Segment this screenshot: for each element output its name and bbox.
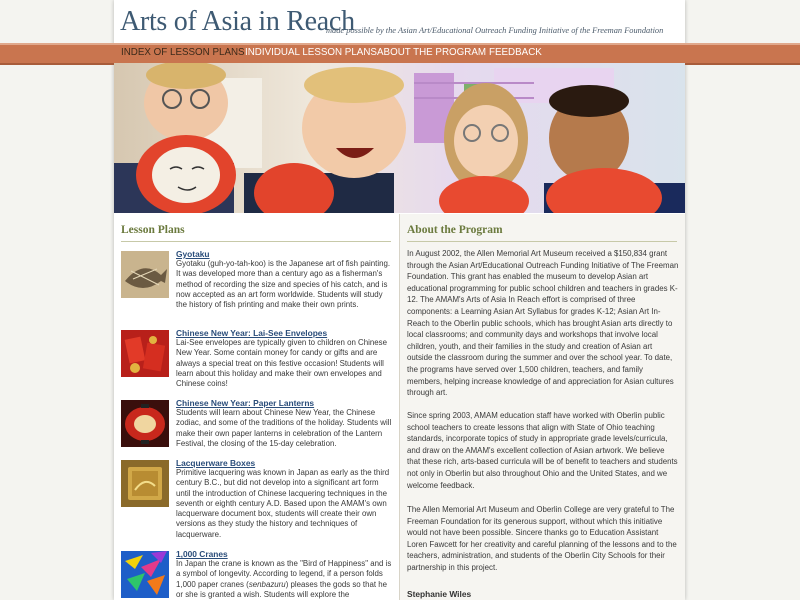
lesson-plans-heading: Lesson Plans [121,224,185,236]
nav-about-the-program[interactable]: ABOUT THE PROGRAM [377,47,487,58]
heading-divider [121,241,391,242]
masthead [114,0,685,44]
lesson-link-paper-lanterns[interactable]: Chinese New Year: Paper Lanterns [176,398,315,408]
site-tagline: made possible by the Asian Art/Educational Outreach Funding Initiative of the Freeman Foundation [326,26,664,35]
children-with-masks-photo [114,63,685,213]
paper-lantern-thumbnail[interactable] [121,400,169,447]
lesson-description: Gyotaku (guh-yo-tah-koo) is the Japanese art of fish painting. It was developed more than a century ago as a fisherman's method of recording the size and species of his catch, and is now accepted as an art form worldwide. Students will study the history of fish printing and make their own prints. [176,259,391,310]
main-nav [0,43,800,65]
fish-print-thumbnail[interactable] [121,251,169,298]
lesson-link-1000-cranes[interactable]: 1,000 Cranes [176,549,228,559]
about-paragraph-3: The Allen Memorial Art Museum and Oberlin College are very grateful to The Freeman Foundation for its generous support, without which this initiative would not have been possible. Sincere thanks go to Education Assistant Loren Fawcett for her creativity and careful planning of the lessons and to the teachers, administration, and students of the Oberlin City Schools for their partnership in this project. [407,505,677,572]
lesson-description [176,559,395,600]
lesson-description: Primitive lacquering was known in Japan as early as the third century B.C., but did not develop into a significant art form until the introduction of Chinese lacquering techniques in the seventh or eighth century A.D. Based upon the AMAM's own lacquerware document box, students will create their own versions as they study the history and techniques of lacquerware. [176,468,390,539]
signature: Stephanie Wiles [407,589,472,599]
lesson-link-lai-see-envelopes[interactable]: Chinese New Year: Lai-See Envelopes [176,328,328,338]
about-paragraph-1: In August 2002, the Allen Memorial Art Museum received a $150,834 grant through the Asian Art/Educational Outreach Funding Initiative of The Freeman Foundation. This grant has enabled the museum to develop Asian art educational programming for public school children and teachers in grades K-12. The AMAM's Arts of Asia In Reach effort is comprised of three components: a Learning Asian Art Syllabus for grades K-12; Asian Art In-Reach to the Oberlin public schools, which has brought Asian arts directly to local classrooms; and community days and workshops that involve local children, youth, and their families in the study and creation of Asian art outside the classroom during the summer and over the school year. To date, the programs have served over 1,500 children, teachers, and family members, helping increase knowledge of and appreciation for Asian cultures through art. [407,249,679,398]
lesson-description-part: ) pleases the gods so that he or she is granted a wish. Students will explore the [176,579,388,599]
lesson-description-part: In Japan the crane is known as the "Bird of Happiness" and is a symbol of longevity. According to legend, if a person folds 1,000 paper cranes ( [176,559,392,589]
nav-individual-lesson-plans[interactable]: INDIVIDUAL LESSON PLANS [245,47,377,58]
about-paragraph-2: Since spring 2003, AMAM education staff have worked with Oberlin public school teachers to create lessons that align with State of Ohio teaching standards, incorporate topics of study in appropriate grade levels/curricula, and draw on the AMAM's excellent collection of Asian artwork. We believe that these rich, arts-based curricula will be of benefit to teachers and students not only in Oberlin but also throughout Ohio and the United States, and we welcome feedback. [407,411,678,490]
site-title[interactable]: Arts of Asia in Reach [120,6,355,37]
lesson-description: Lai-See envelopes are typically given to children on Chinese New Year. Some contain money for candy or gifts and are always a special treat on this festive occasion! Students will learn about this holiday and make their own envelopes and Chinese coins! [176,338,387,389]
lesson-description: Students will learn about Chinese New Year, the Chinese zodiac, and some of the traditions of the holiday. Students will make their own paper lanterns in celebration of the Lantern Festival, the closing of the 15-day celebration. [176,408,392,448]
nav-index-of-lesson-plans[interactable]: INDEX OF LESSON PLANS [121,47,245,58]
lesson-plans-column [114,214,400,600]
about-program-column [400,214,685,600]
red-envelope-thumbnail[interactable] [121,330,169,377]
lacquer-box-thumbnail[interactable] [121,460,169,507]
hero-photo [114,63,685,213]
about-heading: About the Program [407,224,503,236]
heading-divider [407,241,677,242]
lesson-link-gyotaku[interactable]: Gyotaku [176,249,210,259]
nav-feedback[interactable]: FEEDBACK [489,47,542,58]
lesson-link-lacquerware-boxes[interactable]: Lacquerware Boxes [176,458,256,468]
senbazuru-term: senbazuru [248,579,286,589]
paper-cranes-thumbnail[interactable] [121,551,169,598]
